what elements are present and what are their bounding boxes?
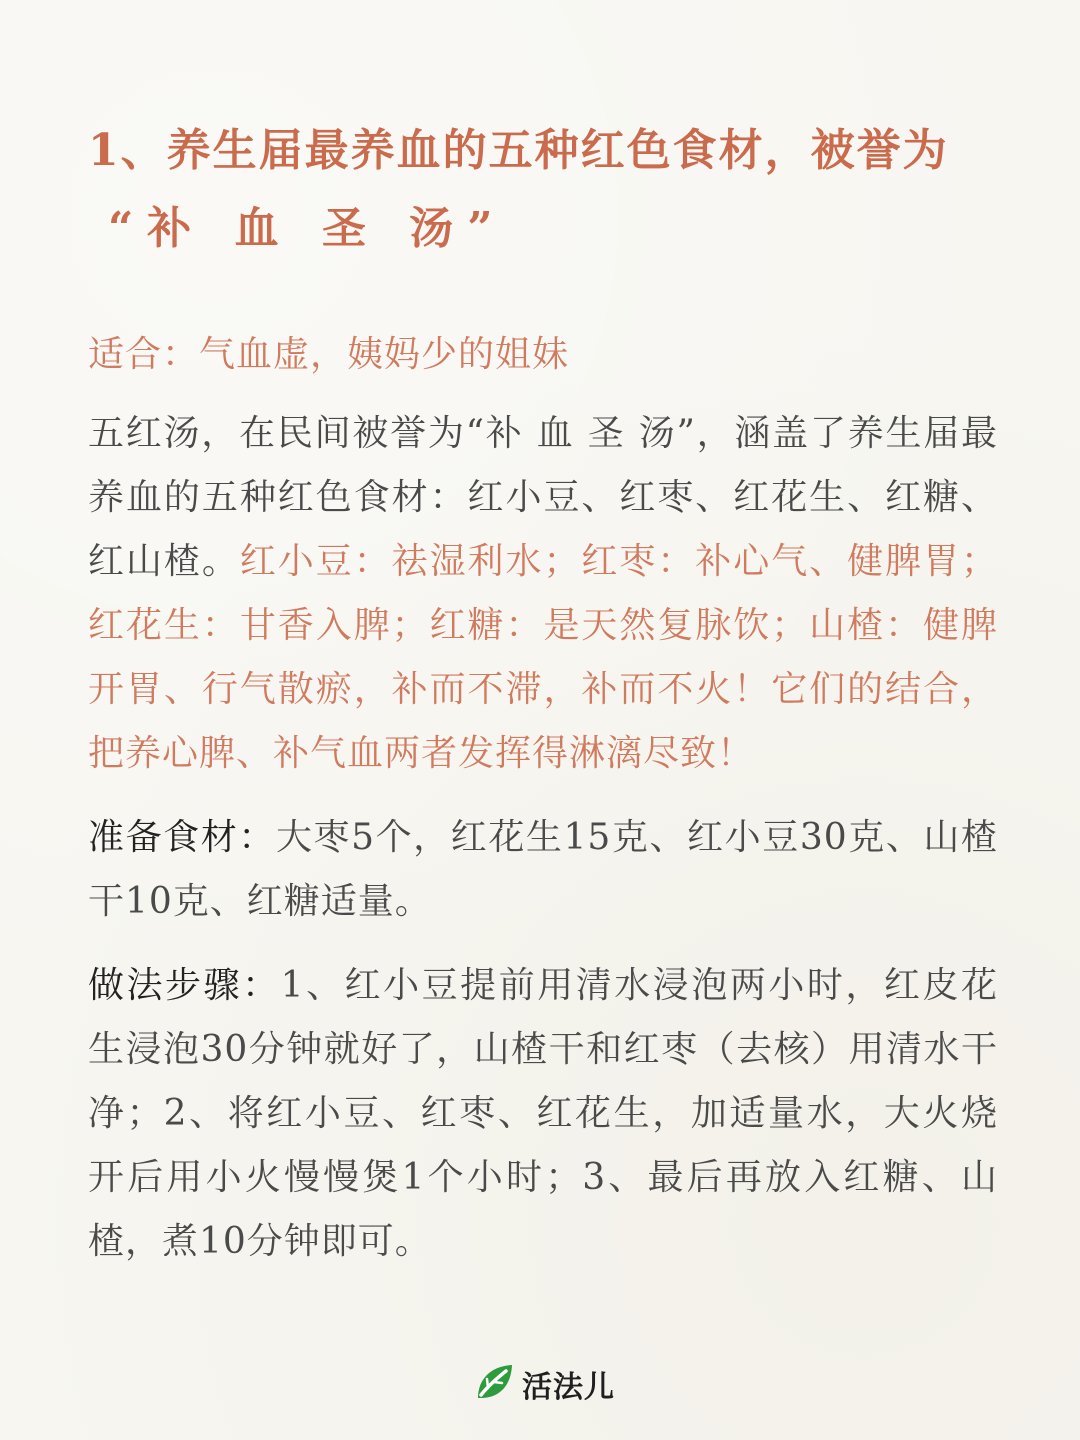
footer-brand: [472, 1358, 615, 1410]
intro-accent-text: 红小豆：祛湿利水；红枣：补心气、健脾胃；红花生：甘香入脾；红糖：是天然复脉饮；山楂：健脾开胃、行气散瘀，补而不滞，补而不火！它们的结合，把养心脾、补气血两者发挥得淋漓尽致！: [88, 541, 998, 774]
steps-text: 1、红小豆提前用清水浸泡两小时，红皮花生浸泡30分钟就好了，山楂干和红枣（去核）用清水干净；2、将红小豆、红枣、红花生，加适量水，大火烧开后用小火慢慢煲1个小时；3、最后再放入红糖、山楂，煮10分钟即可。: [88, 965, 998, 1262]
article-title: [88, 112, 998, 268]
intro-paragraph: [88, 402, 998, 786]
steps-paragraph: [88, 954, 998, 1274]
suitable-for: 适合：气血虚，姨妈少的姐妹: [88, 334, 570, 375]
title-line-1: 1、养生届最养血的五种红色食材，被誉为: [88, 125, 949, 176]
ingredients-label: 准备食材：: [88, 817, 276, 858]
ingredients-text: 大枣5个，红花生15克、红小豆30克、山楂干10克、红糖适量。: [88, 817, 998, 922]
ingredients-paragraph: [88, 806, 998, 934]
steps-label: 做法步骤：: [88, 965, 281, 1006]
article: [88, 112, 998, 1274]
brand-name: 活法儿: [522, 1370, 615, 1405]
leaf-icon: [472, 1360, 516, 1408]
intro-plain-text: 五红汤，在民间被誉为“补 血 圣 汤”，涵盖了养生届最养血的五种红色食材：红小豆、红枣、红花生、红糖、红山楂。: [88, 413, 998, 582]
title-line-2: “补 血 圣 汤”: [108, 203, 507, 254]
